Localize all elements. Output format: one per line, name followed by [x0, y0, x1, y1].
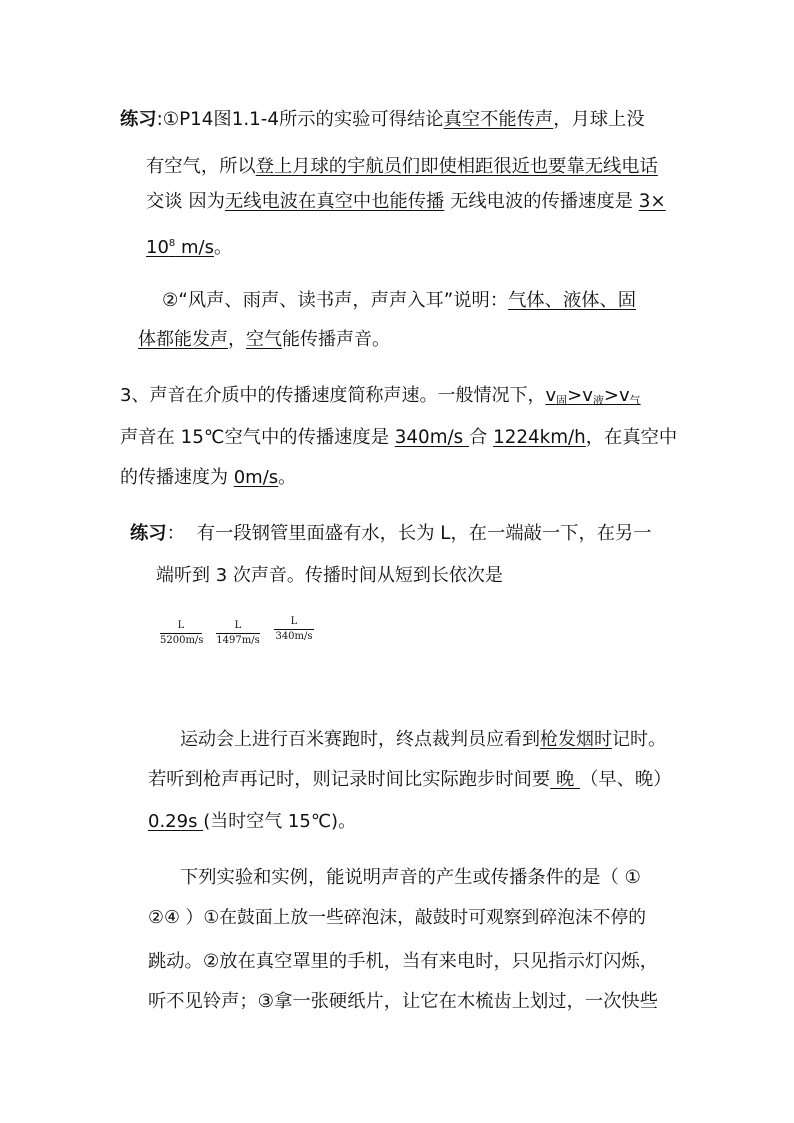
- experiment-line3: 跳动。②放在真空罩里的手机，当有来电时，只见指示灯闪烁，: [148, 951, 658, 972]
- practice1-line5: ②“风声、雨声、读书声，声声入耳”说明：气体、液体、固: [162, 290, 637, 311]
- answer-blank: 0.29s: [148, 811, 204, 832]
- section3-line1: 3、声音在介质中的传播速度简称声速。一般情况下，$v_固>v_液>v_气$: [120, 385, 641, 407]
- answer-blank: 体都能发声: [138, 329, 228, 350]
- section3-line3: 的传播速度为 0m/s。: [120, 467, 297, 488]
- practice1-line1: 练习:①P14图1.1-4所示的实验可得结论真空不能传声，月球上没: [120, 109, 645, 130]
- answer-blank: 1224km/h: [493, 427, 586, 448]
- answer-blank: 晚: [550, 769, 581, 790]
- practice1-line6: 体都能发声，空气能传播声音。: [138, 329, 390, 350]
- answer-blank: 3×: [638, 191, 666, 212]
- answer-blank: 340m/s: [394, 427, 469, 448]
- practice1-line2: 有空气，所以登上月球的宇航员们即使相距很近也要靠无线电话: [146, 156, 658, 177]
- experiment-line2: ②④ ）①在鼓面上放一些碎泡沫，敲鼓时可观察到碎泡沫不停的: [148, 907, 647, 928]
- practice1-line4: $10^8$ m/s。: [146, 237, 232, 258]
- answer-blank: 无线电话: [584, 156, 658, 177]
- race-line1: 运动会上进行百米赛跑时，终点裁判员应看到枪发烟时记时。: [180, 729, 666, 750]
- answer-blank: 登上月球的宇航员们即使相距很近也要靠: [255, 156, 585, 177]
- race-line3: 0.29s (当时空气 15℃)。: [148, 811, 357, 832]
- practice2-label: 练习: [130, 523, 167, 544]
- race-line2: 若听到枪声再记时，则记录时间比实际跑步时间要 晚 （早、晚）: [148, 769, 672, 790]
- answer-blank: 无线电波在真空中也能传播: [224, 191, 445, 212]
- answer-blank: 气体、液体、固: [508, 290, 637, 311]
- answer-blank: 空气: [246, 329, 282, 350]
- practice1-label: 练习: [120, 109, 157, 130]
- answer-blank: 枪发烟时: [540, 729, 612, 750]
- section3-line2: 声音在 15℃空气中的传播速度是 340m/s 合 1224km/h，在真空中: [120, 427, 678, 448]
- answer-blank: $10^8$ m/s: [146, 237, 214, 258]
- fraction: $\frac{L}{1497m/s}$: [216, 620, 260, 646]
- fraction: $\frac{L}{340m/s}$: [275, 616, 313, 642]
- answer-blank: $v_固>v_液>v_气$: [545, 385, 641, 407]
- answer-blank: 0m/s: [233, 467, 279, 488]
- practice2-line2: 端听到 3 次声音。传播时间从短到长依次是: [156, 565, 503, 586]
- experiment-line4: 听不见铃声；③拿一张硬纸片，让它在木梳齿上划过，一次快些: [148, 991, 658, 1012]
- fraction: $\frac{L}{5200m/s}$: [160, 620, 204, 646]
- answer-blank: 真空不能传声: [443, 109, 554, 130]
- practice1-line3: 交谈 因为无线电波在真空中也能传播 无线电波的传播速度是 3×: [146, 191, 666, 212]
- experiment-line1: 下列实验和实例，能说明声音的产生或传播条件的是（ ①: [180, 867, 641, 888]
- practice2-line1: 练习： 有一段钢管里面盛有水，长为 L，在一端敲一下，在另一: [130, 523, 652, 544]
